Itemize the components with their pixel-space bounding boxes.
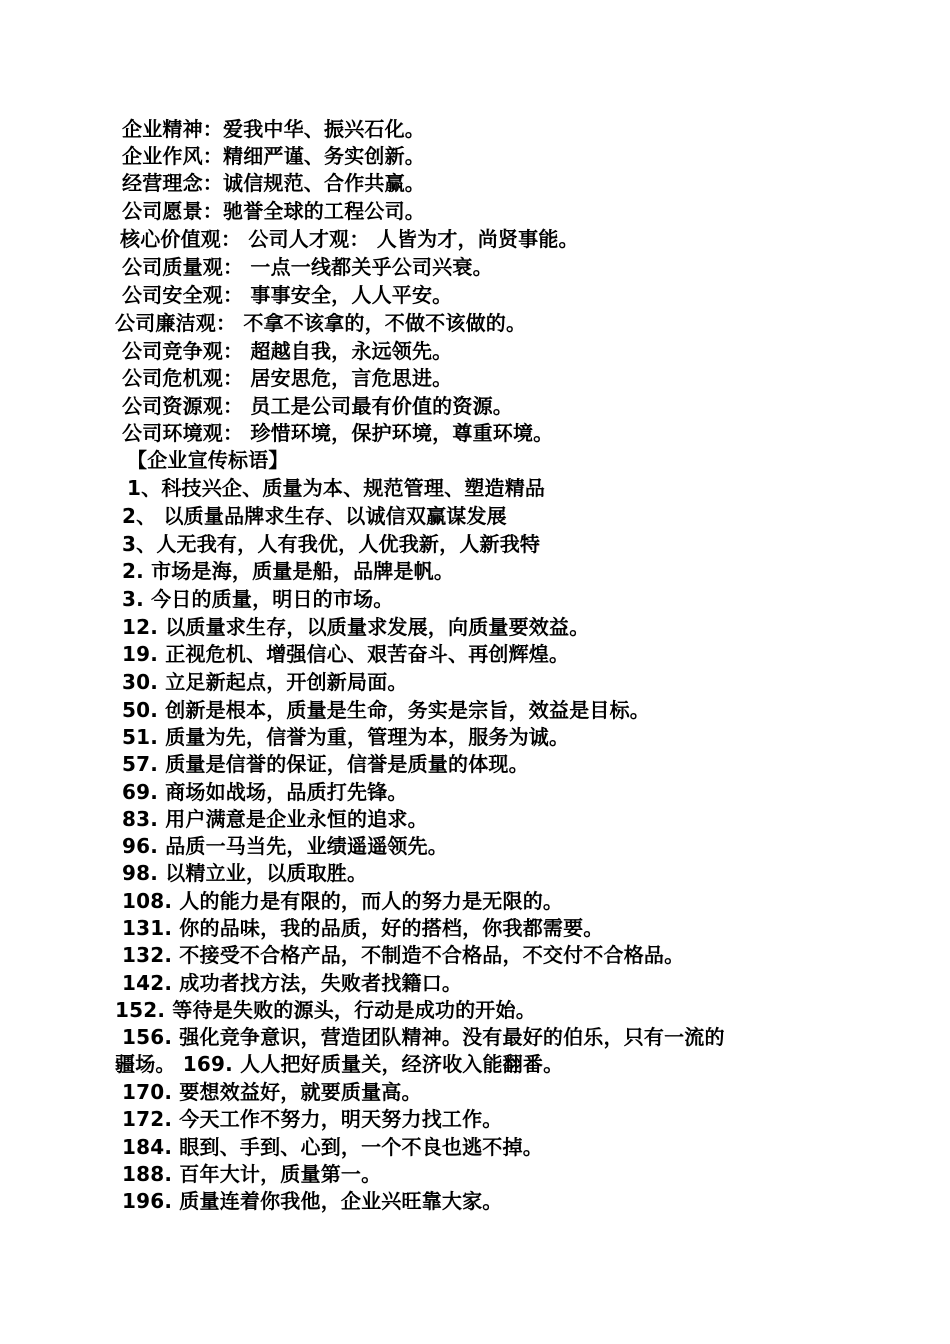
slogan-line: 3. 今日的质量，明日的市场。	[122, 587, 394, 611]
slogan-line: 142. 成功者找方法，失败者找籍口。	[122, 971, 463, 995]
slogan-line: 98. 以精立业，以质取胜。	[122, 861, 368, 885]
slogan-line: 57. 质量是信誉的保证，信誉是质量的体现。	[122, 752, 529, 776]
slogan-line: 156. 强化竞争意识，营造团队精神。没有最好的伯乐，只有一流的	[122, 1025, 725, 1049]
text-line-environment-view: 公司环境观： 珍惜环境，保护环境，尊重环境。	[122, 421, 554, 445]
text-line-company-vision: 公司愿景：驰誉全球的工程公司。	[122, 199, 425, 223]
slogan-line: 3、人无我有，人有我优，人优我新，人新我特	[122, 532, 541, 556]
slogan-line: 2、 以质量品牌求生存、以诚信双赢谋发展	[122, 504, 507, 528]
slogan-line: 196. 质量连着你我他，企业兴旺靠大家。	[122, 1189, 503, 1213]
text-line-resource-view: 公司资源观： 员工是公司最有价值的资源。	[122, 394, 513, 418]
slogan-line: 2. 市场是海，质量是船，品牌是帆。	[122, 559, 455, 583]
slogan-line: 疆场。 169. 人人把好质量关，经济收入能翻番。	[115, 1052, 564, 1076]
slogan-line: 51. 质量为先，信誉为重，管理为本，服务为诚。	[122, 725, 570, 749]
text-line-corporate-style: 企业作风：精细严谨、务实创新。	[122, 144, 425, 168]
slogan-line: 152. 等待是失败的源头，行动是成功的开始。	[115, 998, 536, 1022]
slogan-line: 19. 正视危机、增强信心、艰苦奋斗、再创辉煌。	[122, 642, 570, 666]
slogan-line: 132. 不接受不合格产品，不制造不合格品，不交付不合格品。	[122, 943, 685, 967]
slogan-line: 83. 用户满意是企业永恒的追求。	[122, 807, 428, 831]
text-line-competition-view: 公司竞争观： 超越自我，永远领先。	[122, 339, 453, 363]
text-line-integrity-view: 公司廉洁观： 不拿不该拿的，不做不该做的。	[115, 311, 527, 335]
slogan-line: 108. 人的能力是有限的，而人的努力是无限的。	[122, 889, 564, 913]
slogan-line: 188. 百年大计，质量第一。	[122, 1162, 382, 1186]
slogan-line: 30. 立足新起点，开创新局面。	[122, 670, 408, 694]
slogan-line: 50. 创新是根本，质量是生命，务实是宗旨，效益是目标。	[122, 698, 650, 722]
text-line-safety-view: 公司安全观： 事事安全，人人平安。	[122, 283, 453, 307]
text-line-business-philosophy: 经营理念：诚信规范、合作共赢。	[122, 171, 425, 195]
slogan-line: 184. 眼到、手到、心到，一个不良也逃不掉。	[122, 1135, 543, 1159]
text-line-core-values: 核心价值观： 公司人才观： 人皆为才，尚贤事能。	[120, 227, 579, 251]
text-line-quality-view: 公司质量观： 一点一线都关乎公司兴衰。	[122, 255, 493, 279]
slogan-line: 12. 以质量求生存，以质量求发展，向质量要效益。	[122, 615, 590, 639]
slogan-line: 131. 你的品味，我的品质，好的搭档，你我都需要。	[122, 916, 604, 940]
slogan-line: 172. 今天工作不努力，明天努力找工作。	[122, 1107, 503, 1131]
slogan-line: 69. 商场如战场，品质打先锋。	[122, 780, 408, 804]
slogan-line: 96. 品质一马当先，业绩遥遥领先。	[122, 834, 448, 858]
text-line-corporate-spirit: 企业精神：爱我中华、振兴石化。	[122, 117, 425, 141]
text-line-crisis-view: 公司危机观： 居安思危，言危思进。	[122, 366, 453, 390]
slogan-line: 1、科技兴企、质量为本、规范管理、塑造精品	[127, 476, 546, 500]
section-heading-slogans: 【企业宣传标语】	[127, 448, 289, 472]
slogan-line: 170. 要想效益好，就要质量高。	[122, 1080, 422, 1104]
